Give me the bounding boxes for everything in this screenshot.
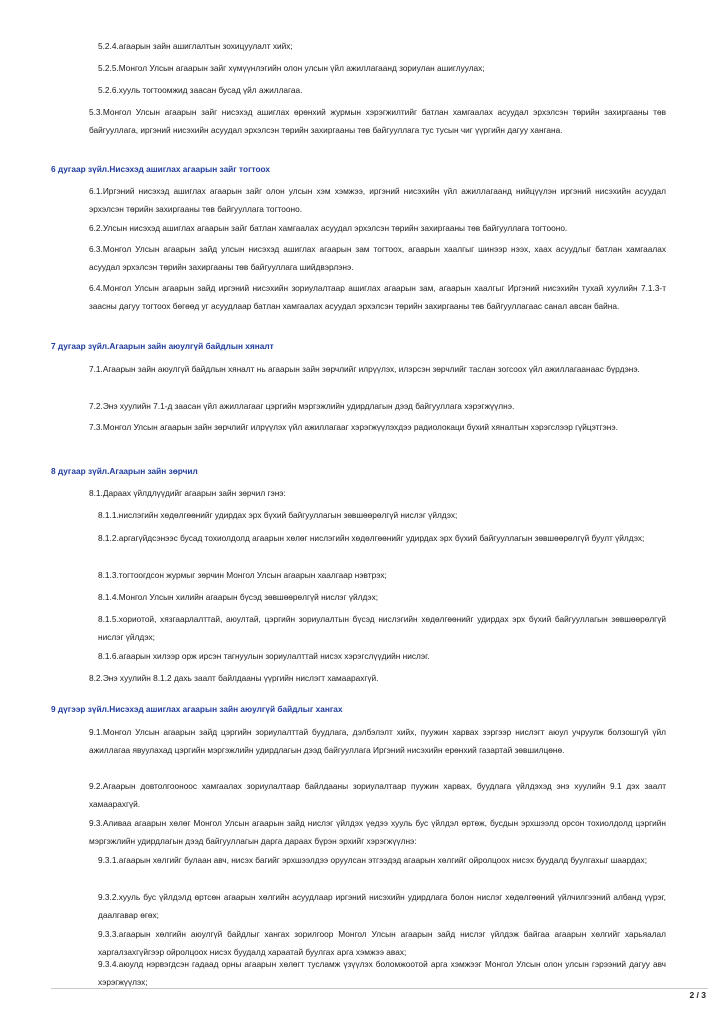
clause-9-3-3: 9.3.3.агаарын хөлгийн аюулгүй байдлыг хангах зорилгоор Монгол Улсын агаарын зайд нислэг үйлдэж байгаа агаарын хөлгийг харьяалал харгалзахгүйгээр ойролцоох нисэх буудалд хараатай буулгах арга хэмжээ авах; <box>98 929 666 957</box>
clause-8-1-2: 8.1.2.аргагүйдсэнээс бусад тохиолдолд агаарын хөлөг нислэгийн хөдөлгөөнийг удирдах эрх бүхий байгууллагын зөвшөөрөлгүй буулт үйлдэх; <box>98 533 645 543</box>
clause-8-1-1: 8.1.1.нислэгийн хөдөлгөөнийг удирдах эрх бүхий байгууллагын зөвшөөрөлгүй нислэг үйлдэх; <box>98 510 458 520</box>
footer-divider <box>51 988 708 989</box>
clause-7-1: 7.1.Агаарын зайн аюулгүй байдлын хяналт нь агаарын зайн зөрчлийг илрүүлэх, илэрсэн зөрчлийг таслан зогсоох үйл ажиллагаанаас бүрдэнэ. <box>89 364 640 374</box>
clause-5-3: 5.3.Монгол Улсын агаарын зайг нисэхэд ашиглах өрөнхий журмын хэрэгжилтийг батлан хамгаалах асуудал эрхэлсэн төрийн захиргааны төв байгууллага, иргэний нисэхийн асуудал эрхэлсэн төрийн захиргааны төв байгууллага тус тусын чиг үүргийн дагуу хангана. <box>89 107 666 135</box>
clause-9-3-1: 9.3.1.агаарын хөлгийг булаан авч, нисэх багийг эрхшээлдээ оруулсан этгээдэд агаарын хөлгийг ойролцоох нисэх буудалд буулгахыг шаардах; <box>98 855 647 865</box>
clause-9-1: 9.1.Монгол Улсын агаарын зайд цэргийн зориулалттай буудлага, дэлбэлэлт хийх, пуужин харвах зэргээр нислэгт аюул учруулж болзошгүй үйл ажиллагаа явуулахад цэргийн мэргэжлийн удирдлагын дээд байгууллага Иргэний нисэхийн ерөнхий газартай зөвшилцөнө. <box>89 727 666 755</box>
clause-8-1: 8.1.Дараах үйлдлүүдийг агаарын зайн зөрчил гэнэ: <box>89 488 286 498</box>
clause-6-4: 6.4.Монгол Улсын агаарын зайд иргэний нисэхийн зориулалтаар ашиглах агаарын зам, агаарын хаалгыг Иргэний нисэхийн тухай хуулийн 7.1.3-т заасны дагуу тогтоох бөгөөд уг асуудлаар батлан хамгаалах асуудал эрхэлсэн төрийн захиргааны төв байгууллагаас санал авсан байна. <box>89 283 666 311</box>
clause-9-3-4: 9.3.4.аюулд нэрвэгдсэн гадаад орны агаарын хөлөгт тусламж үзүүлэх боломжоотой арга хэмжээг Монгол Улсын олон улсын гэрээний дагуу авч хэрэгжүүлэх; <box>98 959 666 987</box>
clause-6-2: 6.2.Улсын нисэхэд ашиглах агаарын зайг батлан хамгаалах асуудал эрхэлсэн төрийн захиргааны төв байгууллага тогтооно. <box>89 223 568 233</box>
clause-8-1-6: 8.1.6.агаарын хилээр орж ирсэн тагнуулын зориулалттай нисэх хэрэгслүүдийн нислэг. <box>98 651 430 661</box>
clause-9-3: 9.3.Аливаа агаарын хөлөг Монгол Улсын агаарын зайд нислэг үйлдэх үедээ хууль бус үйлдэл өртөж, бусдын эрхшээлд орсон тохиолдолд цэргийн мэргэжлийн удирдлагын дээд байгууллагын дарга дараах бүрэн эрхийг хэрэгжүүлнэ: <box>89 818 666 846</box>
clause-9-3-2: 9.3.2.хууль бус үйлдэлд өртсөн агаарын хөлгийн асуудлаар иргэний нисэхийн удирдлага болон нислэг хөдөлгөөний үйлчилгээний албанд үүрэг, даалгавар өгөх; <box>98 892 666 920</box>
page-number: 2 / 3 <box>689 990 706 1000</box>
clause-5-2-4: 5.2.4.агаарын зайн ашиглалтын зохицуулалт хийх; <box>98 41 293 51</box>
clause-8-1-5: 8.1.5.хориотой, хязгаарлалттай, аюултай, цэргийн зориулалтын бүсэд нислэгийн хөдөлгөөнийг удирдах эрх бүхий байгууллагын зөвшөөрөлгүй нислэг үйлдэх; <box>98 614 666 642</box>
clause-7-2: 7.2.Энэ хуулийн 7.1-д заасан үйл ажиллагааг цэргийн мэргэжлийн удирдлагын дээд байгууллага хэрэгжүүлнэ. <box>89 401 515 411</box>
clause-9-2: 9.2.Агаарын довтолгооноос хамгаалах зориулалтаар байлдааны зориулалтаар пуужин харвах, буудлага үйлдэхэд энэ хуулийн 9.1 дэх заалт хамаарахгүй. <box>89 781 666 809</box>
clause-8-1-4: 8.1.4.Монгол Улсын хилийн агаарын бүсэд зөвшөөрөлгүй нислэг үйлдэх; <box>98 592 379 602</box>
clause-6-1: 6.1.Иргэний нисэхэд ашиглах агаарын зайг олон улсын хэм хэмжээ, иргэний нисэхийн үйл ажиллагаанд нийцүүлэн иргэний нисэхийн асуудал эрхэлсэн төрийн захиргааны төв байгууллага тогтооно. <box>89 186 666 214</box>
clause-8-1-3: 8.1.3.тогтоогдсон журмыг зөрчин Монгол Улсын агаарын хаалгаар нэвтрэх; <box>98 570 387 580</box>
clause-6-3: 6.3.Монгол Улсын агаарын зайд улсын нисэхэд ашиглах агаарын зам тогтоох, агаарын хаалгыг шинээр нээх, хаах асуудлыг батлан хамгаалах асуудал эрхэлсэн төрийн захиргааны төв байгууллага шийдвэрлэнэ. <box>89 244 666 272</box>
clause-8-2: 8.2.Энэ хуулийн 8.1.2 дахь заалт байлдааны үүргийн нислэгт хамаарахгүй. <box>89 673 379 683</box>
article-6-heading: 6 дугаар зүйл.Нисэхэд ашиглах агаарын зайг тогтоох <box>51 164 271 174</box>
clause-5-2-6: 5.2.6.хууль тогтоомжид заасан бусад үйл ажиллагаа. <box>98 85 303 95</box>
article-8-heading: 8 дугаар зүйл.Агаарын зайн зөрчил <box>51 466 198 476</box>
article-7-heading: 7 дугаар зүйл.Агаарын зайн аюулгүй байдлын хяналт <box>51 341 274 351</box>
clause-7-3: 7.3.Монгол Улсын агаарын зайн зөрчлийг илрүүлэх үйл ажиллагааг хэрэгжүүлэхдээ радиолокаци бүхий хяналтын хэрэгслээр гүйцэтгэнэ. <box>89 422 618 432</box>
clause-5-2-5: 5.2.5.Монгол Улсын агаарын зайг хүмүүнлэгийн олон улсын үйл ажиллагаанд зориулан ашиглуулах; <box>98 63 485 73</box>
article-9-heading: 9 дүгээр зүйл.Нисэхэд ашиглах агаарын зайн аюулгүй байдлыг хангах <box>51 704 343 714</box>
